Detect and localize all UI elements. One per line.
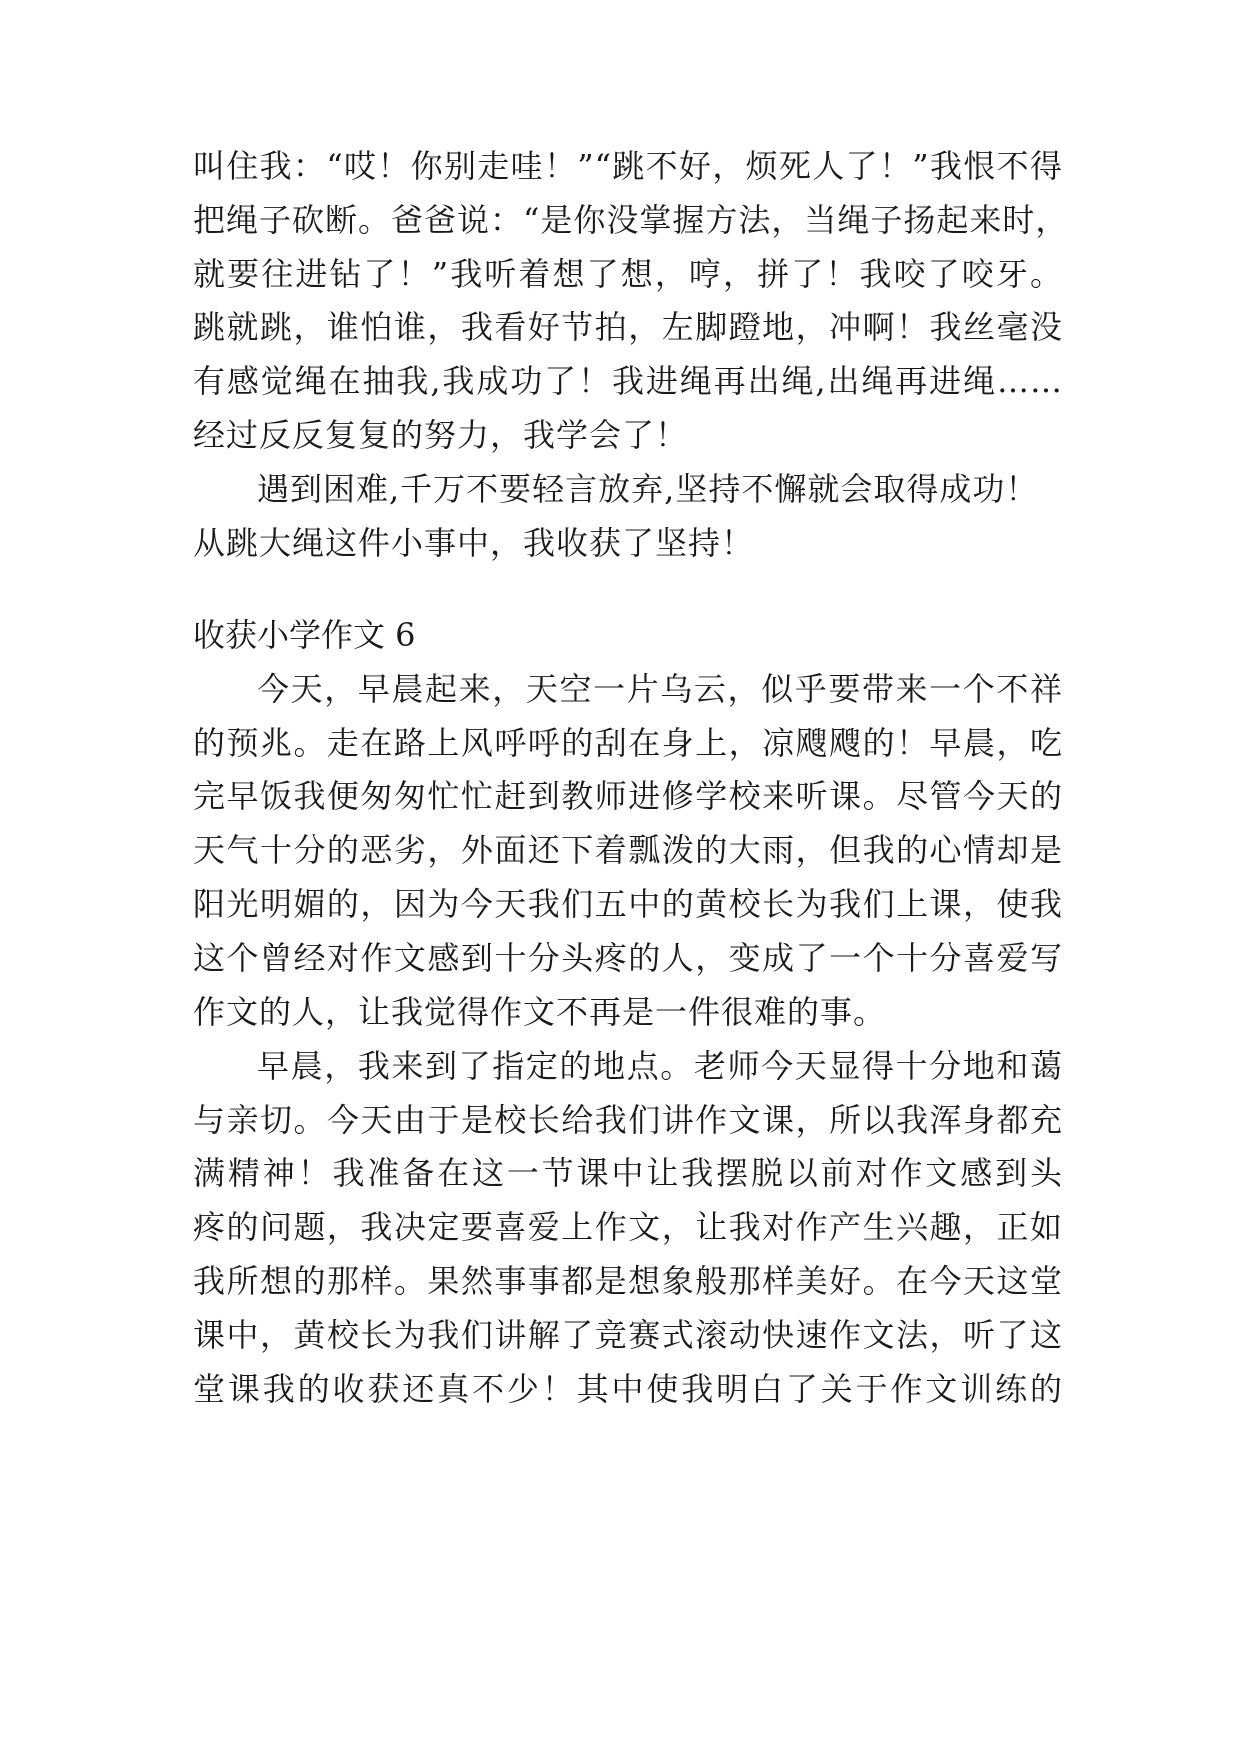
text-line: 满精神！我准备在这一节课中让我摆脱以前对作文感到头 <box>193 1154 1063 1192</box>
text-line: 有感觉绳在抽我,我成功了！我进绳再出绳,出绳再进绳…… <box>193 362 1063 400</box>
text-line: 课中，黄校长为我们讲解了竞赛式滚动快速作文法，听了这 <box>193 1316 1063 1354</box>
text-line: 与亲切。今天由于是校长给我们讲作文课，所以我浑身都充 <box>193 1101 1063 1139</box>
text-line: 完早饭我便匆匆忙忙赶到教师进修学校来听课。尽管今天的 <box>193 777 1063 815</box>
text-line: 把绳子砍断。爸爸说：“是你没掌握方法，当绳子扬起来时， <box>193 201 1069 239</box>
paragraph-first-line: 今天，早晨起来，天空一片乌云，似乎要带来一个不祥 <box>257 670 1063 708</box>
text-line: 经过反反复复的努力，我学会了！ <box>193 416 689 454</box>
paragraph-first-line: 早晨，我来到了指定的地点。老师今天显得十分地和蔼 <box>257 1047 1063 1085</box>
text-line: 阳光明媚的，因为今天我们五中的黄校长为我们上课，使我 <box>193 885 1063 923</box>
text-line: 作文的人，让我觉得作文不再是一件很难的事。 <box>193 993 887 1031</box>
text-line: 天气十分的恶劣，外面还下着瓢泼的大雨，但我的心情却是 <box>193 831 1063 869</box>
paragraph-first-line: 遇到困难,千万不要轻言放弃,坚持不懈就会取得成功！ <box>257 470 1039 508</box>
section-heading: 收获小学作文 6 <box>193 616 416 654</box>
text-line: 这个曾经对作文感到十分头疼的人，变成了一个十分喜爱写 <box>193 939 1063 977</box>
text-line: 叫住我：“哎！你别走哇！”“跳不好，烦死人了！”我恨不得 <box>193 147 1063 185</box>
text-line: 跳就跳，谁怕谁，我看好节拍，左脚蹬地，冲啊！我丝毫没 <box>193 308 1063 346</box>
text-line: 就要往进钻了！”我听着想了想，哼，拼了！我咬了咬牙。 <box>193 255 1063 293</box>
text-line: 疼的问题，我决定要喜爱上作文，让我对作产生兴趣，正如 <box>193 1208 1063 1246</box>
text-line: 堂课我的收获还真不少！其中使我明白了关于作文训练的 <box>193 1370 1063 1408</box>
text-line: 从跳大绳这件小事中，我收获了坚持！ <box>193 524 755 562</box>
text-line: 的预兆。走在路上风呼呼的刮在身上，凉飕飕的！早晨，吃 <box>193 724 1063 762</box>
text-line: 我所想的那样。果然事事都是想象般那样美好。在今天这堂 <box>193 1262 1063 1300</box>
